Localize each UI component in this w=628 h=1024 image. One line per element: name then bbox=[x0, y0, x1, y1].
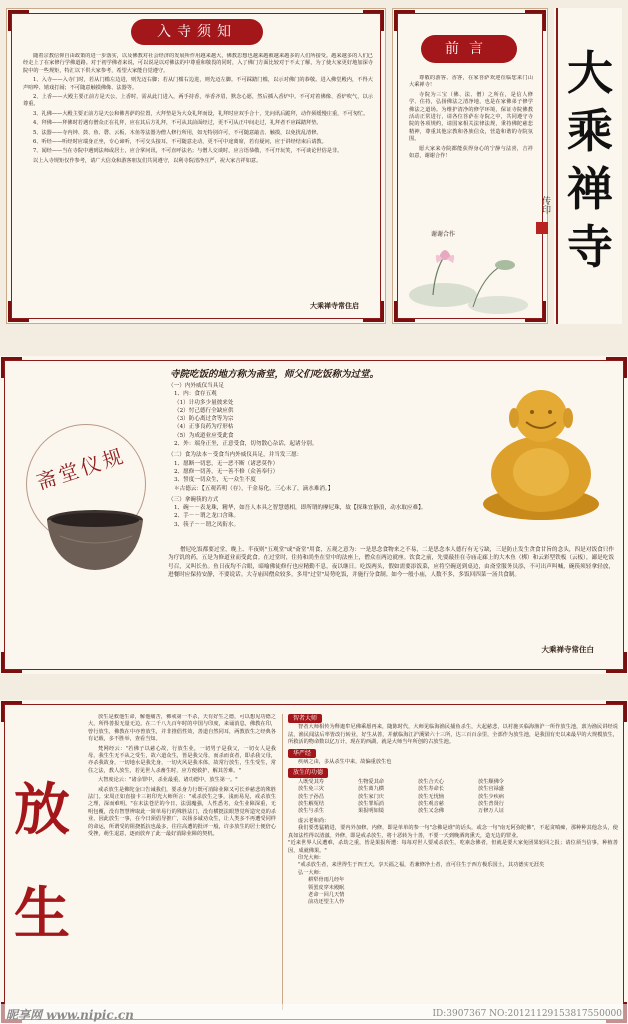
benefit-item: 放生寿命长 bbox=[418, 786, 444, 793]
rule-item: 1、愿断一切恶，无一恶不断（诸恶莫作） bbox=[174, 460, 279, 467]
rules-section-title: （二）食为法本－受食当内外威仪具足，并当发三愿： bbox=[168, 452, 303, 459]
rule-item: （3）防心离过贪等为宗 bbox=[174, 416, 234, 423]
benefits-table bbox=[288, 779, 618, 816]
benefit-item: 人既受其寿 bbox=[298, 778, 324, 785]
rule-item: （5）为成道业应受此食 bbox=[174, 432, 234, 439]
release-para: 梵网经云："若佛子以慈心故，行放生业，一切男子是我父，一切女人是我母，我生生无不从之受生，故六道众生，皆是我父母，而杀而食者，即杀我父母，亦杀我故身，一切地水是我先身，一切火风是我本体，故常行放生，生生受生，常住之法，教人放生，若见世人杀畜生时，应方便救护，解其苦难。" bbox=[88, 745, 276, 774]
red-seal bbox=[536, 222, 548, 234]
benefit-item: 放生官禄盛 bbox=[478, 786, 504, 793]
benefit-item: 放生又念佛 bbox=[418, 808, 444, 815]
temple-title-box bbox=[554, 8, 622, 324]
benefit-item: 放生解冤结 bbox=[298, 801, 324, 808]
rule-item: 2、外：端身正坐，正意受食，切勿散心杂话，起诸分别。 bbox=[174, 441, 318, 448]
notice-para: 随着宗教信仰自由政策的进一步落实，以及佛教对社会经济的发展所作用越来越大，佛教思想也越来越被越来越多的人们所接受。越来越多的人们已经走上了在家修行学佛道路。对于初学佛者来说，可以说是以对佛法的中尊重和敬畏的同时，入了佛门方面比较对于不太了解，为了使大家更好地加深寺院中的一些规矩，特汇以下供大家参考，希望大家能自觉遵守。 bbox=[23, 53, 373, 74]
dining-badge-text: 斋堂仪规 bbox=[33, 443, 129, 495]
notice-para: 7、闻经——当在寺院中遇到法师或居士，应合掌问讯，不可直呼法名；与僧人交谈时，应言语恭敬，不可开玩笑，不可谈论世俗是非。 bbox=[33, 148, 343, 155]
quote-author: 印光大师： bbox=[298, 854, 324, 861]
poem-line: 老命一回几天情 bbox=[308, 891, 345, 898]
benefit-item: 放生顺佛令 bbox=[478, 778, 504, 785]
preface-title: 前言 bbox=[421, 35, 517, 63]
benefit-item: 放生与杀生 bbox=[298, 808, 324, 815]
calligrapher-signature: 传印 bbox=[540, 196, 550, 214]
benefit-item: 放生观音慈 bbox=[418, 801, 444, 808]
notice-para: 4、拜佛——拜佛时若遇有僧众正在礼拜，应在其后方礼拜，不可从其前面经过，更不可从正中间走过，礼拜者不应踩踏拜垫。 bbox=[33, 120, 322, 127]
notice-box bbox=[6, 8, 386, 324]
notice-footer: 大乘禅寺常住启 bbox=[310, 301, 359, 310]
release-para: 戒杀放生是佛陀金口告诫我们，要杀身力行既可消除业障又可长养慈悲的殊胜法门。宋周正如直接卡三祖印光大师所言："戒杀放生之事，浅而易见，戒杀放生之理，深而难明。"在末法苍茫的今日，法弱魔强，人性悉劣，众生业障深重，无明包覆，没有智慧辨取此一简单易行的殊胜法门，没有横挺法眼慧觉所造究竟的杀业，因此放生一事，在今日须倡导推广，以扬多诚劝众生，让人类多不再遭受同样的命运，所谓受的阻挠抵抗也最多，往往高遭的批评一般，许多放生的居士便倍心受挫，萌生退意，逐而放弃了此一最好消除业障的契机。 bbox=[88, 786, 276, 838]
notice-para: 5、法器——寺内钟、鼓、鱼、磬、云板、木鱼等法器为僧人修行所用，如无特别许可，不可随意敲击、触摸，以免扰乱清修。 bbox=[33, 129, 322, 136]
release-left-text bbox=[88, 714, 276, 1014]
watermark-left: 昵享网 www.nipic.cn bbox=[6, 1008, 134, 1022]
temple-char: 禅 bbox=[567, 162, 613, 216]
notice-para: 以上入寺规矩仅作参考，请广大信众和游客朋友们共同遵守，以利寺院清净庄严，祝大家吉祥如意。 bbox=[33, 157, 262, 164]
release-title bbox=[14, 758, 80, 966]
benefit-item: 放生子孙昌 bbox=[298, 793, 324, 800]
poem-line: 耕犁骨雨几经年 bbox=[308, 877, 345, 884]
benefit-item: 万修万人证 bbox=[478, 808, 504, 815]
dining-rules bbox=[168, 382, 468, 529]
release-char: 生 bbox=[14, 881, 70, 947]
poem-line: 领罢皮穿未殿眠 bbox=[308, 884, 345, 891]
release-para: 放生是救他生命，解他痛苦，佛戒第一不杀，天有好生之德，可以想见功德之大，所得善报无量无边。在二千八九百年时的中国与印度，来诵消息，佛教在印，曾行放生，佛教在中亦曾放生，并非推倡性效，善道自然同耳，两教放生之经典各有记载，多不胜举，查看当知。 bbox=[88, 714, 276, 743]
rule-item: 2、手－－谓之龙口含珠。 bbox=[174, 513, 240, 520]
rule-item: 3、誓度一切众生，无一众生不度 bbox=[174, 477, 256, 484]
preface-box bbox=[392, 8, 548, 324]
dining-footer: 大乘禅寺常住白 bbox=[541, 645, 594, 654]
benefit-item: 放生罪垢消 bbox=[358, 801, 384, 808]
poem-line: 前功还望主人怜 bbox=[308, 899, 345, 906]
benefit-item: 放生无忧恼 bbox=[418, 793, 444, 800]
benefit-item: 放生合天心 bbox=[418, 778, 444, 785]
rule-item: 1、内：食存五观 bbox=[174, 391, 217, 398]
preface-para: 尊敬的游客、香客，在家菩萨欢迎莅临您来门山大乘禅寺！ bbox=[409, 75, 533, 89]
temple-char: 寺 bbox=[567, 220, 613, 274]
section-text: 疾病之由，多从杀生中来，故偏重放生也 bbox=[298, 759, 392, 766]
benefit-item: 放生免三灾 bbox=[298, 786, 324, 793]
rule-item: 3、筷子－－谓之凤衔水。 bbox=[174, 521, 240, 528]
notice-para: 1、入寺——入寺门时，若从门槛左边进，则先迈右脚；若从门槛右边进，则先迈左脚。不可踩踏门槛，以示对佛门的恭敬。进入佛堂殿内，不得大声喧哗、嬉戏打闹；不可随意触摸佛像、法器等。 bbox=[23, 77, 373, 91]
preface-body bbox=[409, 75, 533, 225]
temple-name bbox=[562, 44, 618, 276]
release-right-text bbox=[288, 712, 618, 1012]
preface-para: 愿大家来寺院都能获得身心的宁静与法喜，吉祥如意，谢谢合作！ bbox=[409, 145, 533, 160]
benefit-item: 放生普贤行 bbox=[478, 801, 504, 808]
benefit-item: 放生离九横 bbox=[358, 786, 384, 793]
temple-char: 大 bbox=[567, 46, 613, 100]
quote-text: "戒杀放生者，来世得生于四王天，享天福之福，若兼修净土者，直可往生于西方极乐国土，其功德实无涯矣 bbox=[298, 862, 545, 869]
rule-item: 2、愿修一切善，无一善不修（众善奉行） bbox=[174, 468, 279, 475]
rule-item: （2）忖己德行全缺应供 bbox=[174, 407, 234, 414]
temple-char: 乘 bbox=[567, 104, 613, 158]
release-char: 放 bbox=[14, 777, 70, 843]
quote-text: 我们要勇猛精进，要内外加修。内修，即是单单的参一句"念佛是谁"的话头，或念一句"南无阿弥陀佛"，不起贪嗔痴，那种种其他念头，使真如法性得以清澈。外修，即是戒杀放生，将十恶转为十善，不要一天到晚酒肉熏天，造无边的罪业。 "近来世界人民遭难，杀劫之重，皆是果报所遭：每每对世人要戒杀放生，吃素念佛者，但就是要大家免团果轮回之报；请位须当信事，种植善因，成就佛果。" bbox=[288, 825, 618, 854]
section-pill: 智者大师 bbox=[288, 714, 322, 723]
panel-notice bbox=[0, 0, 628, 330]
notice-body bbox=[23, 53, 373, 293]
rules-section-title: （三）拿碗筷的方式 bbox=[168, 496, 219, 503]
section-text: 智者大师相传为释迦牟尼佛乘愿再来，随陈时代，大师见临海渔民捕鱼杀生，大起慈悲，以衬施买临海渔沪一所作放生池，禀为渔民讲经说法，渔民闻法后率皆改行转业，好生从善，并献临海江沪溪梁六十三所，达三百百余里，全部作为放生池，是我国有史以来最早的大规模放生，所救活的物命数以亿万计，现在的西湖，就是大师当年所创的古放生池。 bbox=[288, 724, 618, 746]
dining-heading: 寺院吃饭的地方称为斋堂，师父们吃饭称为过堂。 bbox=[170, 369, 380, 380]
rule-item: （4）正事良药为疗形枯 bbox=[174, 424, 234, 431]
benefit-item: 生物爱其命 bbox=[358, 778, 384, 785]
release-para: 大智度论云："诸余罪中，杀业最重，诸功德中，放生第一。" bbox=[98, 777, 238, 784]
rule-item: ＊古德云：【五观若明（存），千金易化。三心未了，滴水难消。】 bbox=[174, 485, 334, 492]
bowl-image bbox=[40, 506, 150, 576]
notice-title: 入寺须知 bbox=[131, 19, 263, 45]
preface-para: 寺院为三宝（佛、法、僧）之所在，是信人修学、住持，弘扬佛法之清净地，也是在家佛弟子修学佛法之道场。为维护清净的修学环境，保证寺院佛教活动正常进行，请各位菩萨在寺院之中，共同遵守寺院的各项规约，请国家相关法律法规，秉持佛陀慈悲精神，尊重其他宗教和各族信众，营造和谐的寺院氛围。 bbox=[409, 91, 533, 143]
preface-footer: 谢谢合作 bbox=[431, 231, 456, 238]
notice-para: 3、礼佛——大殿主要正前方是天公和佛菩萨的位置，大拜垫是为大众礼拜而设，礼拜时应双手合十，先问讯后跪拜，动作须缓慢庄重，不可匆忙。 bbox=[33, 110, 369, 117]
notice-para: 6、听经——听经时应端身正坐，专心谛听，不可交头接耳，不可随意走动，更不可中途离席，若有疑问，应于讲经结束后请教。 bbox=[33, 139, 327, 146]
rule-item: （1）计功多少量彼来处 bbox=[174, 399, 234, 406]
section-pill: 放生的功德 bbox=[288, 768, 328, 777]
benefit-item: 放生少疾病 bbox=[478, 793, 504, 800]
notice-para: 2、上香——大殿主要正前方是天公，上香时，需从此门进入，两手持香，举香齐眉，默念心愿，然后插入香炉中。不可对着佛像、香炉吹气，以示尊重。 bbox=[23, 94, 373, 108]
panel-release bbox=[0, 700, 628, 1024]
rules-section-title: （一）内外威仪当具足 bbox=[168, 383, 224, 389]
lotus-illustration bbox=[403, 235, 539, 317]
section-pill: 华严经 bbox=[288, 749, 316, 758]
watermark-bar bbox=[0, 1004, 628, 1024]
buddha-statue-image bbox=[476, 374, 606, 524]
quote-author: 虚云老和尚： bbox=[298, 817, 330, 824]
panel-dining bbox=[0, 356, 628, 674]
quote-author: 弘一大师： bbox=[298, 869, 324, 876]
watermark-right: ID:3907367 NO:20121129153817550000 bbox=[432, 1009, 622, 1019]
dining-body: 僧尼吃饭都要过堂，晚上、半夜则"五观堂"或"斋堂"用食，五观之意为：一是思念食物来之不易，二是思念本人德行有无亏缺，三是防止发生贪食甘旨的念头，四是对饭食只作为疗饥的药，五是为修道业而受此食。在过堂时，住持和尚坐在堂中的法座上，僧众在两边就座。饮食之前，先要敲挂在寺庙走廊上的大木鱼（梆）和云彩型铁板（云板），鄙是吃饭号召，又叫长鱼。鱼日夜均不合眼，暗喻佛徒修行也应精勤不息，夜以继日。吃饭两头，假如需要添饭菜，应将空碗送到桌边，由斋堂服务员添，不可出声叫喊，碗筷须轻拿轻放，进餐时应保持安静，不要说话。大寺庙因僧众较多，多用"过堂"局势吃饭，并施行分食制。如今一般小庙，人数不多，多饭回四菜一汤共食制。 bbox=[168, 547, 614, 578]
benefit-item: 放生家门庆 bbox=[358, 793, 384, 800]
benefit-item: 果报明如镜 bbox=[358, 808, 384, 815]
rule-item: 1、碗－－表龙珠，精华，如吾人本具之智慧德相，即所谓的摩尼珠，故【探珠宜静浪，动水取应难】。 bbox=[174, 505, 427, 512]
